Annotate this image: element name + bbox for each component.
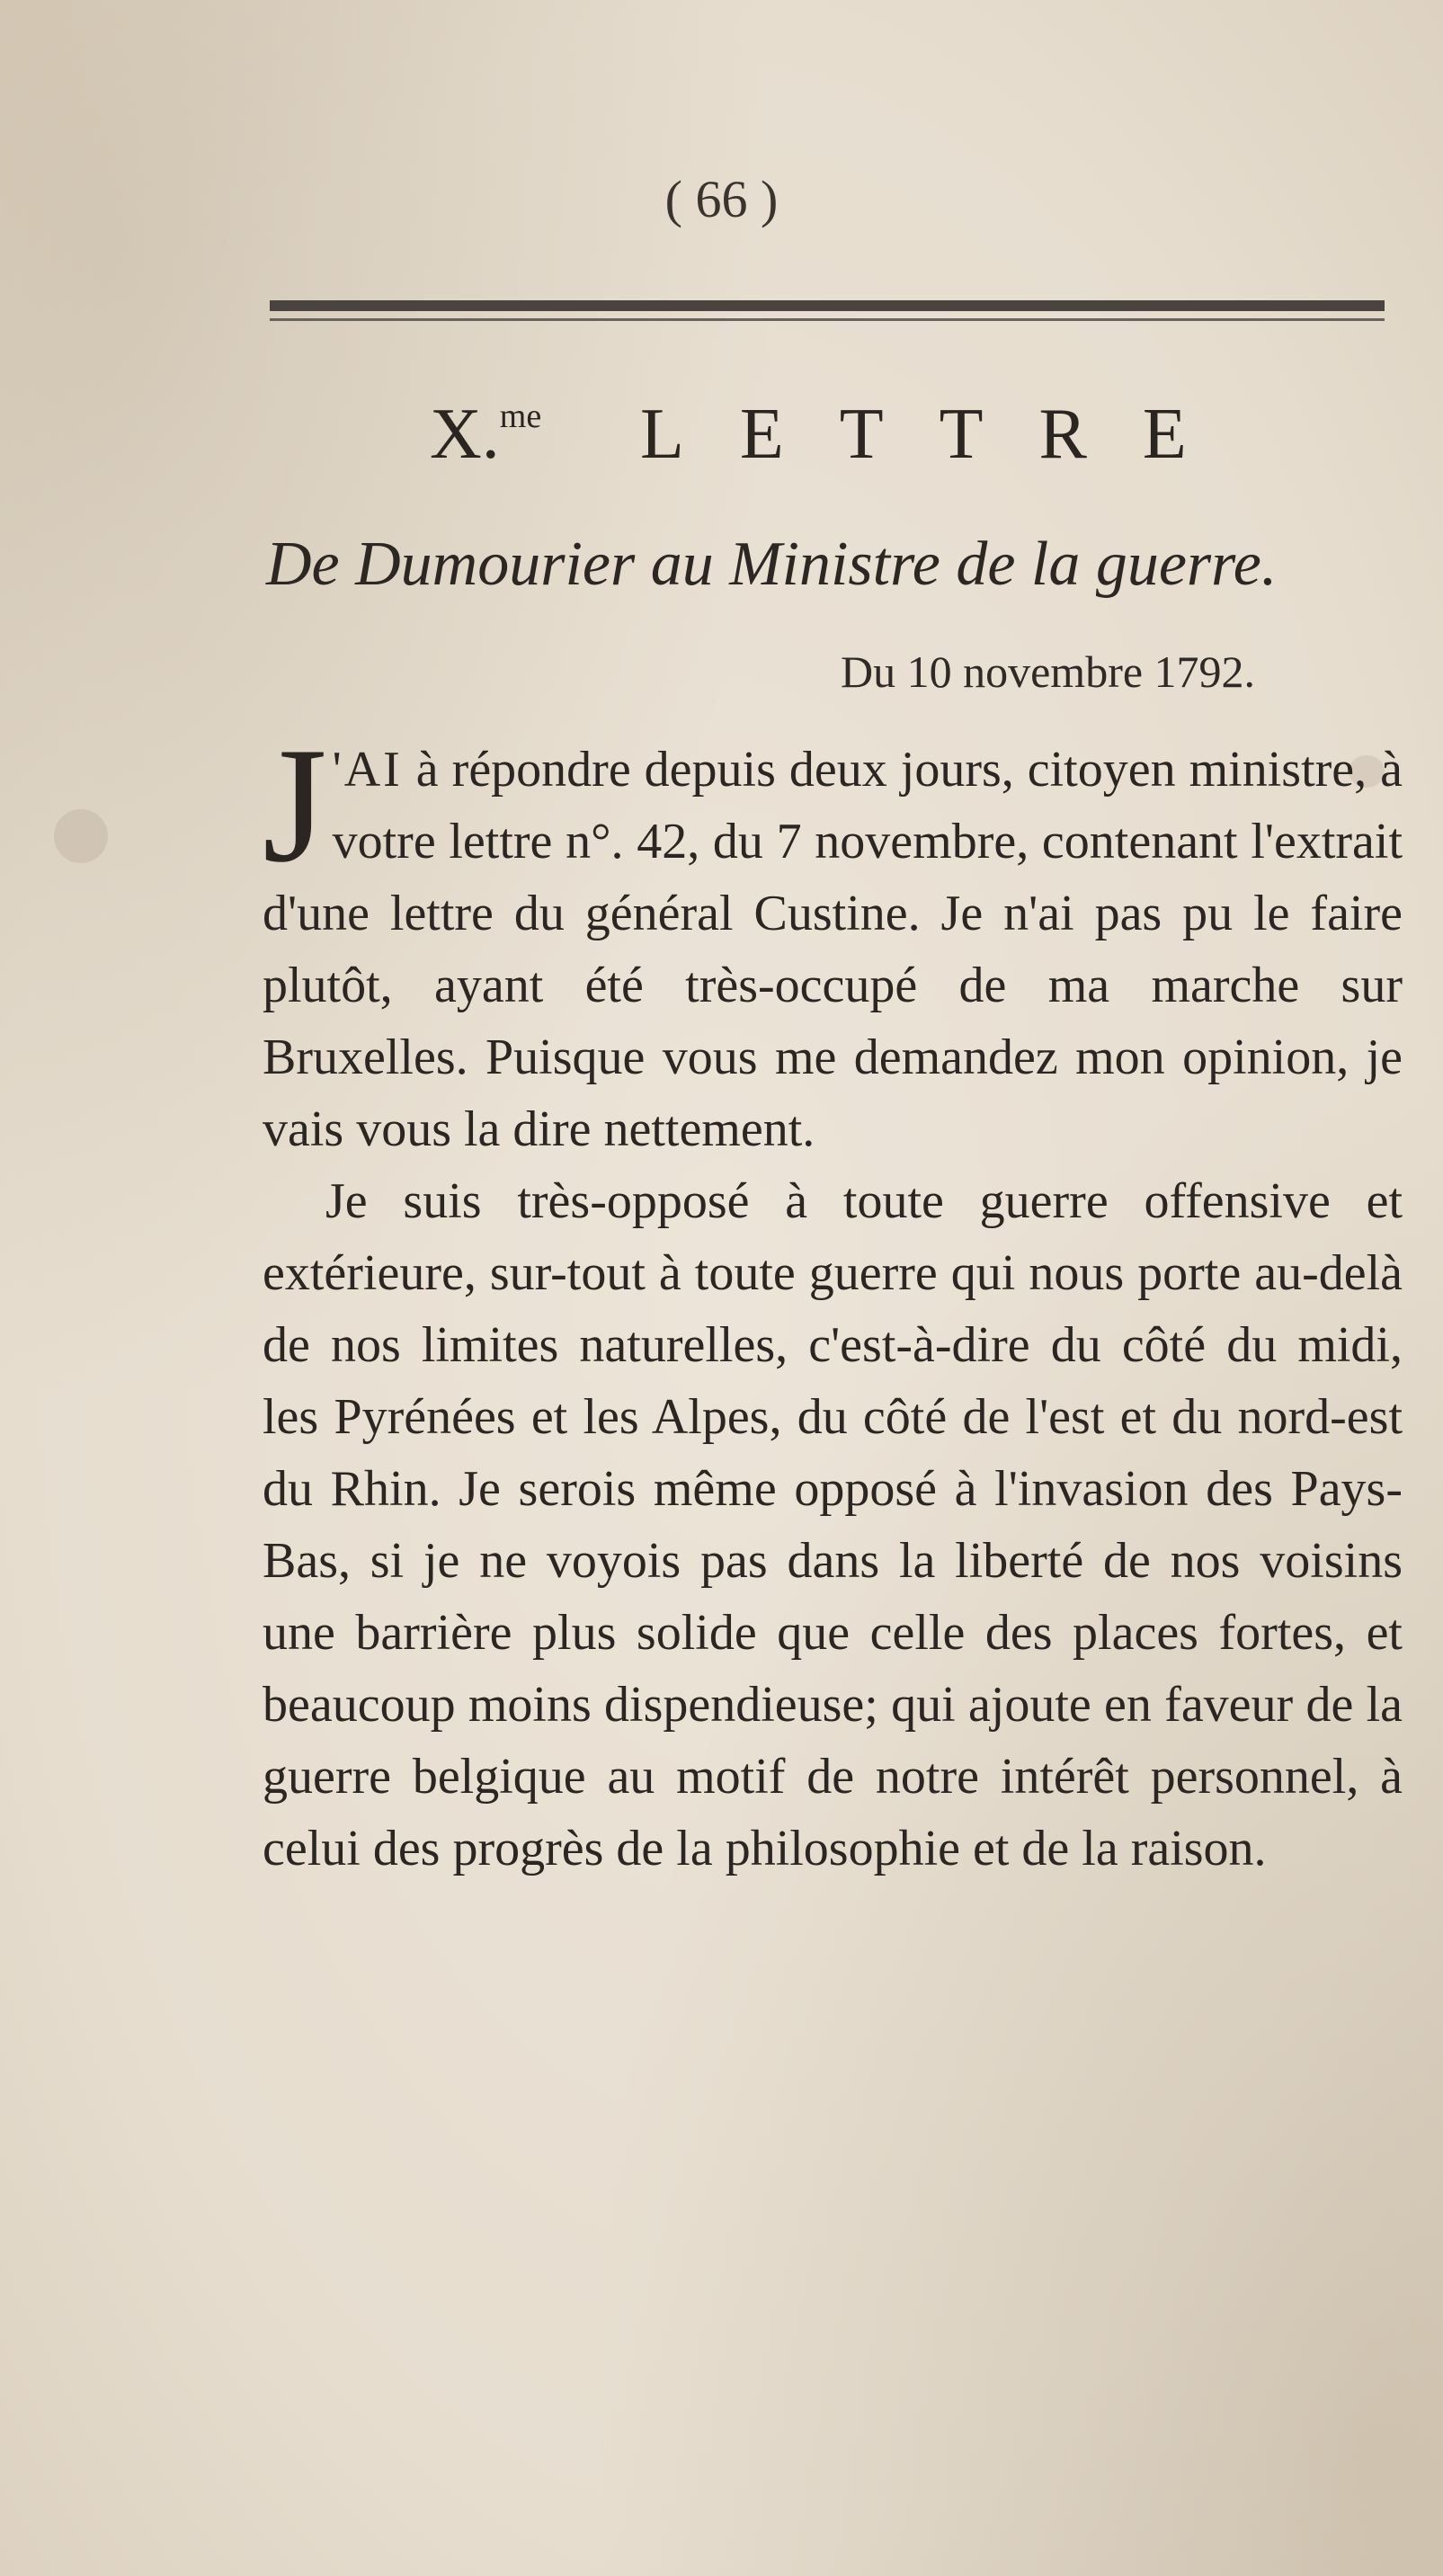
- paragraph-2: Je suis très-opposé à toute guerre offensive et extérieure, sur-tout à toute guerre qui nous porte au-delà de nos limites naturelles, c'est-à-dire du côté du midi, les Pyrénées et les Alpes, du côté de l'est et du nord-est du Rhin. Je serois même opposé à l'invasion des Pays-Bas, si je ne voyois pas dans la liberté de nos voisins une barrière plus solide que celle des places fortes, et beaucoup moins dispendieuse; qui ajoute en faveur de la guerre belgique au motif de notre intérêt personnel, à celui des progrès de la philosophie et de la raison.: [263, 1173, 1403, 1876]
- header-rule-thin: [270, 318, 1385, 321]
- letter-date: Du 10 novembre 1792.: [841, 646, 1256, 697]
- paragraph-1-opening: 'AI: [332, 742, 403, 798]
- drop-cap: J: [263, 713, 327, 896]
- paragraph-1-text: à répondre depuis deux jours, citoyen ministre, à votre lettre n°. 42, du 7 novembre, contenant l'extrait d'une lettre du général Custine. Je n'ai pas pu le faire plutôt, ayant été très-occupé de ma marche sur Bruxelles. Puisque vous me demandez mon opinion, je vais vous la dire nettement.: [263, 742, 1403, 1157]
- paper-stain: [54, 809, 108, 863]
- header-rule-thick: [270, 300, 1385, 311]
- letter-body: [263, 713, 1403, 1885]
- heading-word: LETTRE: [640, 395, 1243, 474]
- heading-number-superscript: me: [499, 397, 542, 435]
- paragraph-1: [263, 713, 1403, 1165]
- page-number: ( 66 ): [664, 170, 779, 228]
- heading-number-text: X.: [430, 395, 500, 474]
- letter-subtitle: De Dumourier au Ministre de la guerre.: [266, 530, 1278, 599]
- letter-heading: [0, 387, 1443, 486]
- heading-number: [430, 394, 541, 476]
